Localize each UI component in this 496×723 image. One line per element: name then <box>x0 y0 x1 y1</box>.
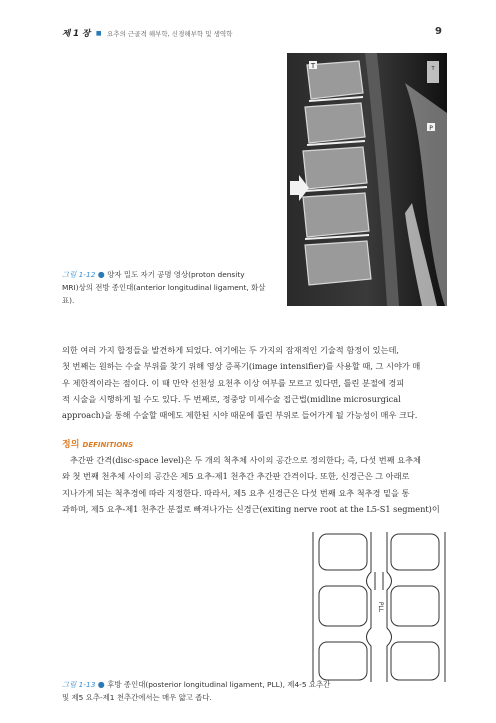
caption-line: 및 제5 요추-제1 천추간에서는 매우 얇고 좁다. <box>62 693 212 702</box>
square-bullet-icon: ■ <box>95 30 102 37</box>
text-line: 와 첫 번째 천추체 사이의 공간은 제5 요추-제1 천추간 추간판 간격이다. 또한, 신경근은 그 아래로 <box>62 471 410 482</box>
bullet-icon: ● <box>97 680 108 689</box>
mri-marker-3: P <box>429 125 433 132</box>
pll-diagram-graphic <box>311 532 447 682</box>
pll-diagram <box>311 532 447 682</box>
bullet-icon: ● <box>97 270 108 279</box>
pll-label: PLL <box>377 601 384 613</box>
text-line: 의한 여러 가지 합정들을 발견하게 되었다. 여기에는 두 가지의 잠재적인 기술적 함정이 있는데, <box>62 345 399 355</box>
body-paragraph-1 <box>62 342 442 423</box>
caption-label: 그림 1-12 <box>62 270 96 279</box>
section-heading <box>62 437 133 450</box>
section-title-ko: 정의 <box>62 440 80 450</box>
caption-line: 후방 종인대(posterior longitudinal ligament, PLL), 제4-5 요추간 <box>107 680 331 689</box>
caption-line: 표). <box>62 296 75 305</box>
text-line: 적 시술을 시행하게 될 수도 있다. 두 번째로, 정중앙 미세수술 접근법(midline microsurgical <box>62 393 401 404</box>
page-number: 9 <box>435 26 442 37</box>
text-line: 지나가게 되는 척추경에 따라 지정한다. 따라서, 제5 요추 신경근은 다섯 번째 요추 척추경 밑을 통 <box>62 487 410 498</box>
running-header <box>62 27 232 39</box>
text-line: approach)을 통해 수술할 때에도 제한된 시야 때문에 틀린 부위로 들어가게 될 가능성이 매우 크다. <box>62 410 418 421</box>
caption-label: 그림 1-13 <box>62 680 96 689</box>
figure-1-12-caption <box>62 268 282 307</box>
text-line: 추간판 간격(disc-space level)은 두 개의 척추체 사이의 공간으로 정의한다; 즉, 다섯 번째 요추체 <box>70 455 421 465</box>
chapter-subtitle: 요추의 근골격 해부학, 신경해부학 및 생역학 <box>107 30 233 38</box>
mri-spine-graphic <box>287 53 447 306</box>
chapter-label: 제 1 장 <box>62 29 91 39</box>
text-line: 첫 번째는 원하는 수술 부위를 찾기 위해 영상 증폭기(image intensifier)를 사용할 때, 그 시야가 매 <box>62 361 421 372</box>
figure-1-13-caption <box>62 678 362 704</box>
caption-line: MRI)상의 전방 종인대(anterior longitudinal ligament, 화살 <box>62 283 266 292</box>
text-line: 우 제한적이라는 점이다. 이 때 만약 선천성 요천추 이상 여부를 모르고 있다면, 틀린 분절에 경피 <box>62 377 405 388</box>
section-title-en: DEFINITIONS <box>82 441 134 449</box>
mri-marker-1: T <box>310 62 316 70</box>
body-paragraph-2 <box>62 452 442 517</box>
mri-image <box>287 53 447 306</box>
mri-marker-2: T <box>431 66 435 72</box>
text-line: 과하며, 제5 요추-제1 천추간 분절로 빠져나가는 신경근(exiting nerve root at the L5-S1 segment)이 <box>62 503 440 514</box>
caption-line: 양자 밀도 자기 공명 영상(proton density <box>107 270 245 279</box>
